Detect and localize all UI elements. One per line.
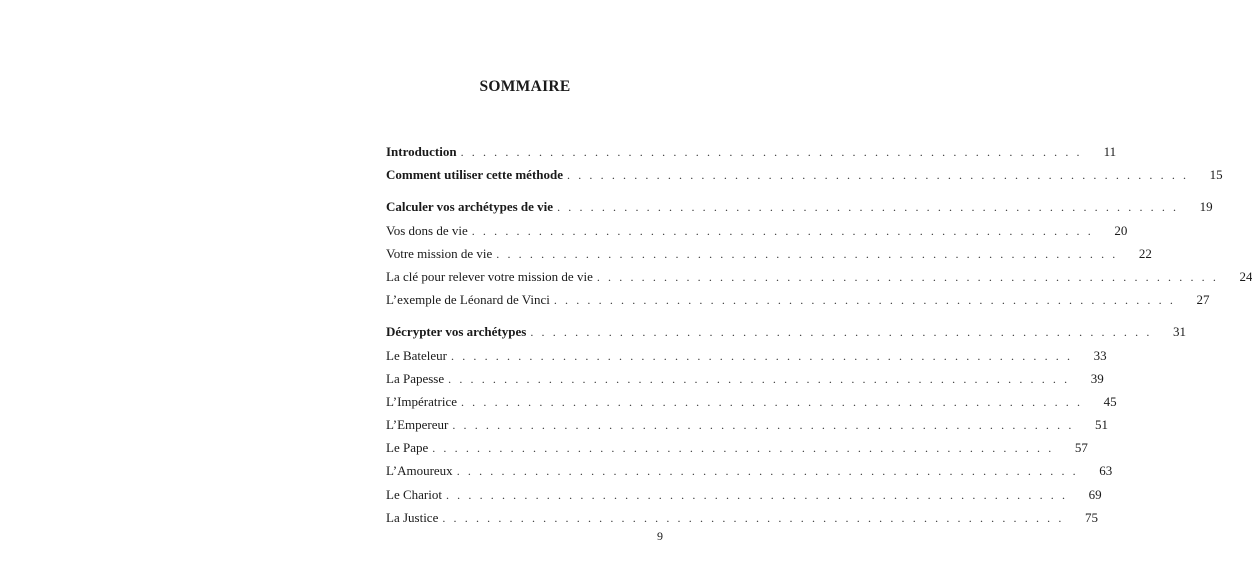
toc-dot-leader: . . . . . . . . . . . . . . . . . . . . . . . . . . . . . . . . . . . . . . . . . . . . . . . . . . . . . . . . — [471, 223, 1094, 238]
toc-entry — [386, 242, 1152, 265]
toc-dot-leader: . . . . . . . . . . . . . . . . . . . . . . . . . . . . . . . . . . . . . . . . . . . . . . . . . . . . . . . . — [451, 348, 1073, 363]
toc-entry — [386, 195, 1213, 218]
toc-entry — [386, 413, 1108, 436]
toc-dot-leader: . . . . . . . . . . . . . . . . . . . . . . . . . . . . . . . . . . . . . . . . . . . . . . . . . . . . . . . . — [496, 246, 1118, 261]
toc-entry-title: L’Impératrice — [386, 393, 457, 409]
toc-entry-page: 39 — [1090, 370, 1104, 386]
toc-entry-page: 69 — [1088, 486, 1102, 502]
toc-entry-title: L’Amoureux — [386, 463, 453, 479]
toc-entry-page: 51 — [1094, 417, 1108, 433]
toc-entry — [386, 140, 1117, 163]
toc-entry — [386, 459, 1113, 482]
toc-entry-title: La Justice — [386, 509, 439, 525]
toc-entry-title: L’Empereur — [386, 417, 449, 433]
toc-entry-page: 11 — [1103, 144, 1117, 159]
toc-dot-leader: . . . . . . . . . . . . . . . . . . . . . . . . . . . . . . . . . . . . . . . . . . . . . . . . . . . . . . . . — [553, 293, 1176, 308]
toc-dot-leader: . . . . . . . . . . . . . . . . . . . . . . . . . . . . . . . . . . . . . . . . . . . . . . . . . . . . . . . . — [448, 371, 1070, 386]
page-title: SOMMAIRE — [479, 78, 571, 95]
toc-entry-title: Décrypter vos archétypes — [386, 324, 527, 340]
toc-entry — [386, 390, 1117, 413]
toc-dot-leader: . . . . . . . . . . . . . . . . . . . . . . . . . . . . . . . . . . . . . . . . . . . . . . . . . . . . . . . . — [530, 325, 1152, 340]
toc-entry-title: Le Chariot — [386, 486, 442, 502]
toc-entry-page: 31 — [1172, 324, 1186, 340]
toc-entry — [386, 320, 1186, 343]
toc-entry-page: 19 — [1199, 199, 1213, 215]
toc-entry-page: 33 — [1093, 347, 1107, 363]
toc-dot-leader: . . . . . . . . . . . . . . . . . . . . . . . . . . . . . . . . . . . . . . . . . . . . . . . . . . . . . . . . — [442, 510, 1064, 525]
toc-dot-leader: . . . . . . . . . . . . . . . . . . . . . . . . . . . . . . . . . . . . . . . . . . . . . . . . . . . . . . . . — [460, 145, 1083, 159]
toc-entry-title: Votre mission de vie — [386, 245, 493, 261]
toc-entry — [386, 436, 1088, 459]
toc-entry-page: 20 — [1114, 222, 1128, 238]
toc-entry-page: 24 — [1239, 268, 1252, 284]
toc-dot-leader: . . . . . . . . . . . . . . . . . . . . . . . . . . . . . . . . . . . . . . . . . . . . . . . . . . . . . . . . — [456, 464, 1079, 479]
toc-entry — [386, 367, 1104, 390]
toc-dot-leader: . . . . . . . . . . . . . . . . . . . . . . . . . . . . . . . . . . . . . . . . . . . . . . . . . . . . . . . . — [452, 418, 1074, 433]
toc-dot-leader: . . . . . . . . . . . . . . . . . . . . . . . . . . . . . . . . . . . . . . . . . . . . . . . . . . . . . . . . — [432, 441, 1054, 456]
toc-entry — [386, 483, 1102, 506]
toc-entry-page: 63 — [1099, 463, 1113, 479]
toc-dot-leader: . . . . . . . . . . . . . . . . . . . . . . . . . . . . . . . . . . . . . . . . . . . . . . . . . . . . . . . . — [596, 269, 1219, 284]
toc-dot-leader: . . . . . . . . . . . . . . . . . . . . . . . . . . . . . . . . . . . . . . . . . . . . . . . . . . . . . . . . — [557, 200, 1179, 215]
toc-entry-title: La Papesse — [386, 370, 445, 386]
toc-entry-page: 57 — [1074, 440, 1088, 456]
toc-entry-title: Introduction — [386, 144, 457, 159]
toc-entry-page: 75 — [1084, 509, 1098, 525]
toc-entry-title: Le Pape — [386, 440, 429, 456]
toc-entry — [386, 219, 1128, 242]
toc-entry — [386, 344, 1107, 367]
toc-entry — [386, 265, 1252, 288]
toc-entry-page: 45 — [1103, 393, 1117, 409]
toc-entry — [386, 506, 1098, 529]
toc-entry — [386, 288, 1210, 311]
toc-entry-title: Vos dons de vie — [386, 222, 468, 238]
toc-entry-title: Calculer vos archétypes de vie — [386, 199, 554, 215]
toc-entry-title: Le Bateleur — [386, 347, 447, 363]
toc-entry-page: 27 — [1196, 292, 1210, 308]
toc-entry — [386, 163, 1223, 186]
toc-entry-page: 22 — [1138, 245, 1152, 261]
table-of-contents — [386, 140, 1252, 529]
toc-dot-leader: . . . . . . . . . . . . . . . . . . . . . . . . . . . . . . . . . . . . . . . . . . . . . . . . . . . . . . . . — [460, 394, 1083, 409]
page-number: 9 — [657, 529, 663, 543]
toc-entry-title: L’exemple de Léonard de Vinci — [386, 292, 550, 308]
toc-entry-title: Comment utiliser cette méthode — [386, 167, 564, 183]
toc-dot-leader: . . . . . . . . . . . . . . . . . . . . . . . . . . . . . . . . . . . . . . . . . . . . . . . . . . . . . . . . — [567, 168, 1189, 183]
toc-entry-title: La clé pour relever votre mission de vie — [386, 268, 593, 284]
toc-dot-leader: . . . . . . . . . . . . . . . . . . . . . . . . . . . . . . . . . . . . . . . . . . . . . . . . . . . . . . . . — [445, 487, 1068, 502]
toc-entry-page: 15 — [1209, 167, 1223, 183]
